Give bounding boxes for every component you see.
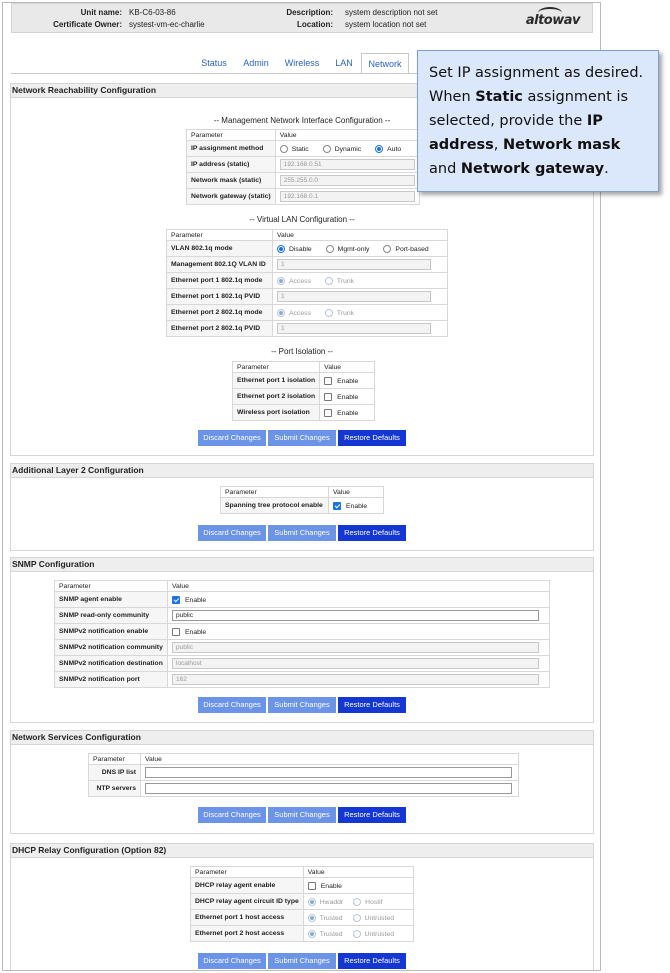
callout-bold-static: Static <box>475 89 523 105</box>
submit-changes-button[interactable]: Submit Changes <box>268 430 336 446</box>
snmpv2-community-input[interactable]: public <box>172 642 539 653</box>
ntp-servers-label: NTP servers <box>89 781 141 797</box>
restore-defaults-button[interactable]: Restore Defaults <box>338 525 406 541</box>
col-value: Value <box>141 754 519 765</box>
discard-changes-button[interactable]: Discard Changes <box>198 953 266 969</box>
iso-wireless-checkbox[interactable]: Enable <box>320 405 375 421</box>
unit-info-header <box>11 3 593 33</box>
col-value: Value <box>275 130 419 141</box>
dns-ip-list-label: DNS IP list <box>89 765 141 781</box>
radio-hostif[interactable]: Hostif <box>353 898 382 906</box>
snmpv2-destination-label: SNMPv2 notification destination <box>55 656 168 672</box>
reachability-buttons <box>198 430 408 446</box>
radio-eth1-access[interactable]: Access <box>277 277 311 285</box>
col-value: Value <box>320 362 375 373</box>
dhcp-eth2-label: Ethernet port 2 host access <box>191 926 304 942</box>
submit-changes-button[interactable]: Submit Changes <box>268 525 336 541</box>
instruction-callout <box>417 50 659 192</box>
altowav-logo: altowav <box>525 13 580 28</box>
radio-eth1-trunk[interactable]: Trunk <box>325 277 354 285</box>
radio-vlan-mgmt-only[interactable]: Mgmt-only <box>326 245 370 253</box>
callout-bold-mask: Network mask <box>503 137 621 153</box>
eth2-pvid-label: Ethernet port 2 802.1q PVID <box>167 321 273 337</box>
vlan-mode-label: VLAN 802.1q mode <box>167 241 273 257</box>
stp-enable-label: Spanning tree protocol enable <box>221 498 329 514</box>
radio-eth2-trusted[interactable]: Trusted <box>308 930 343 938</box>
tab-network[interactable]: Network <box>361 53 409 74</box>
snmp-ro-community-input[interactable]: public <box>172 610 539 621</box>
radio-vlan-port-based[interactable]: Port-based <box>383 245 428 253</box>
radio-eth1-trusted[interactable]: Trusted <box>308 914 343 922</box>
radio-static[interactable]: Static <box>280 145 309 153</box>
callout-text: , <box>493 137 504 153</box>
network-services-section <box>10 730 594 834</box>
tab-wireless[interactable]: Wireless <box>284 58 320 68</box>
services-table <box>88 753 519 797</box>
radio-hwaddr[interactable]: Hwaddr <box>308 898 343 906</box>
layer2-table <box>220 486 384 514</box>
discard-changes-button[interactable]: Discard Changes <box>198 525 266 541</box>
vlan-subtitle: -- Virtual LAN Configuration -- <box>249 215 355 224</box>
eth2-mode-label: Ethernet port 2 802.1q mode <box>167 305 273 321</box>
description-value: system description not set <box>345 8 438 17</box>
discard-changes-button[interactable]: Discard Changes <box>198 697 266 713</box>
radio-eth2-access[interactable]: Access <box>277 309 311 317</box>
submit-changes-button[interactable]: Submit Changes <box>268 953 336 969</box>
col-parameter: Parameter <box>89 754 141 765</box>
location-value: system location not set <box>345 20 427 29</box>
section-title: Network Reachability Configuration <box>11 84 593 98</box>
iso-eth1-label: Ethernet port 1 isolation <box>233 373 320 389</box>
radio-eth1-untrusted[interactable]: Untrusted <box>353 914 394 922</box>
callout-bold-gateway: Network gateway <box>460 161 605 177</box>
section-title: Additional Layer 2 Configuration <box>11 464 593 478</box>
dns-ip-list-input[interactable] <box>145 767 512 778</box>
dhcp-relay-section <box>10 843 594 971</box>
snmp-section <box>10 557 594 723</box>
col-parameter: Parameter <box>221 487 329 498</box>
stp-enable-checkbox[interactable]: Enable <box>329 498 384 514</box>
col-parameter: Parameter <box>191 867 304 878</box>
radio-dynamic[interactable]: Dynamic <box>323 145 361 153</box>
callout-text: and <box>429 161 461 177</box>
callout-text: assignment is selected, provide the <box>429 89 629 129</box>
restore-defaults-button[interactable]: Restore Defaults <box>338 807 406 823</box>
unit-name-value: KB-C6-03-86 <box>129 8 176 17</box>
dhcp-relay-table <box>190 866 414 942</box>
callout-text: . <box>604 161 609 177</box>
section-title: Network Services Configuration <box>11 731 593 745</box>
dhcp-eth1-label: Ethernet port 1 host access <box>191 910 304 926</box>
eth2-pvid-input[interactable]: 1 <box>277 323 431 334</box>
snmp-buttons <box>198 697 408 713</box>
network-mask-label: Network mask (static) <box>187 173 276 189</box>
network-mask-input[interactable]: 255.255.0.0 <box>280 175 415 186</box>
radio-eth2-untrusted[interactable]: Untrusted <box>353 930 394 938</box>
snmpv2-destination-input[interactable]: localhost <box>172 658 539 669</box>
cert-owner-value: systest-vm-ec-charlie <box>129 20 205 29</box>
col-value: Value <box>168 581 550 592</box>
mgmt-vlan-id-input[interactable]: 1 <box>277 259 431 270</box>
discard-changes-button[interactable]: Discard Changes <box>198 430 266 446</box>
restore-defaults-button[interactable]: Restore Defaults <box>338 430 406 446</box>
cert-owner-label: Certificate Owner: <box>53 20 122 29</box>
tab-admin[interactable]: Admin <box>243 58 269 68</box>
radio-auto[interactable]: Auto <box>375 145 401 153</box>
dhcp-buttons <box>198 953 408 969</box>
snmp-agent-label: SNMP agent enable <box>55 592 168 608</box>
discard-changes-button[interactable]: Discard Changes <box>198 807 266 823</box>
location-label: Location: <box>297 20 333 29</box>
tab-lan[interactable]: LAN <box>335 58 353 68</box>
section-title: DHCP Relay Configuration (Option 82) <box>11 844 593 858</box>
mgmt-interface-table <box>186 129 420 205</box>
eth1-mode-label: Ethernet port 1 802.1q mode <box>167 273 273 289</box>
section-title: SNMP Configuration <box>11 558 593 572</box>
ip-address-label: IP address (static) <box>187 157 276 173</box>
snmpv2-community-label: SNMPv2 notification community <box>55 640 168 656</box>
submit-changes-button[interactable]: Submit Changes <box>268 697 336 713</box>
unit-name-label: Unit name: <box>80 8 122 17</box>
iso-wireless-label: Wireless port isolation <box>233 405 320 421</box>
col-parameter: Parameter <box>55 581 168 592</box>
services-buttons <box>198 807 408 823</box>
snmpv2-enable-label: SNMPv2 notification enable <box>55 624 168 640</box>
port-isolation-subtitle: -- Port Isolation -- <box>271 347 333 356</box>
layer2-buttons <box>198 525 408 541</box>
col-parameter: Parameter <box>167 230 273 241</box>
snmpv2-port-input[interactable]: 162 <box>172 674 539 685</box>
dhcp-agent-checkbox[interactable]: Enable <box>303 878 413 894</box>
restore-defaults-button[interactable]: Restore Defaults <box>338 697 406 713</box>
ip-address-input[interactable]: 192.168.0.51 <box>280 159 415 170</box>
radio-eth2-trunk[interactable]: Trunk <box>325 309 354 317</box>
eth1-pvid-label: Ethernet port 1 802.1q PVID <box>167 289 273 305</box>
dhcp-circuit-label: DHCP relay agent circuit ID type <box>191 894 304 910</box>
ip-method-label: IP assignment method <box>187 141 276 157</box>
iso-eth1-checkbox[interactable]: Enable <box>320 373 375 389</box>
radio-vlan-disable[interactable]: Disable <box>277 245 312 253</box>
network-gateway-input[interactable]: 192.168.0.1 <box>280 191 415 202</box>
col-value: Value <box>303 867 413 878</box>
snmp-table <box>54 580 550 688</box>
iso-eth2-checkbox[interactable]: Enable <box>320 389 375 405</box>
snmp-ro-label: SNMP read-only community <box>55 608 168 624</box>
port-isolation-table <box>232 361 375 421</box>
eth1-pvid-input[interactable]: 1 <box>277 291 431 302</box>
layer2-section <box>10 463 594 551</box>
col-parameter: Parameter <box>233 362 320 373</box>
ip-method-radio-group <box>275 141 419 157</box>
callout-text: Set IP assignment as desired. When <box>429 65 644 105</box>
col-value: Value <box>273 230 448 241</box>
callout-bold-ip: IP address <box>429 113 603 153</box>
ntp-servers-input[interactable] <box>145 783 512 794</box>
snmpv2-enable-checkbox[interactable]: Enable <box>168 624 550 640</box>
description-label: Description: <box>286 8 333 17</box>
submit-changes-button[interactable]: Submit Changes <box>268 807 336 823</box>
iso-eth2-label: Ethernet port 2 isolation <box>233 389 320 405</box>
mgmt-interface-subtitle: -- Management Network Interface Configuration -- <box>213 116 391 125</box>
mgmt-vlan-id-label: Management 802.1Q VLAN ID <box>167 257 273 273</box>
col-value: Value <box>329 487 384 498</box>
dhcp-agent-label: DHCP relay agent enable <box>191 878 304 894</box>
snmp-agent-checkbox[interactable]: Enable <box>168 592 550 608</box>
network-gateway-label: Network gateway (static) <box>187 189 276 205</box>
snmpv2-port-label: SNMPv2 notification port <box>55 672 168 688</box>
vlan-table <box>166 229 448 337</box>
col-parameter: Parameter <box>187 130 276 141</box>
tab-status[interactable]: Status <box>201 58 227 68</box>
restore-defaults-button[interactable]: Restore Defaults <box>338 953 406 969</box>
